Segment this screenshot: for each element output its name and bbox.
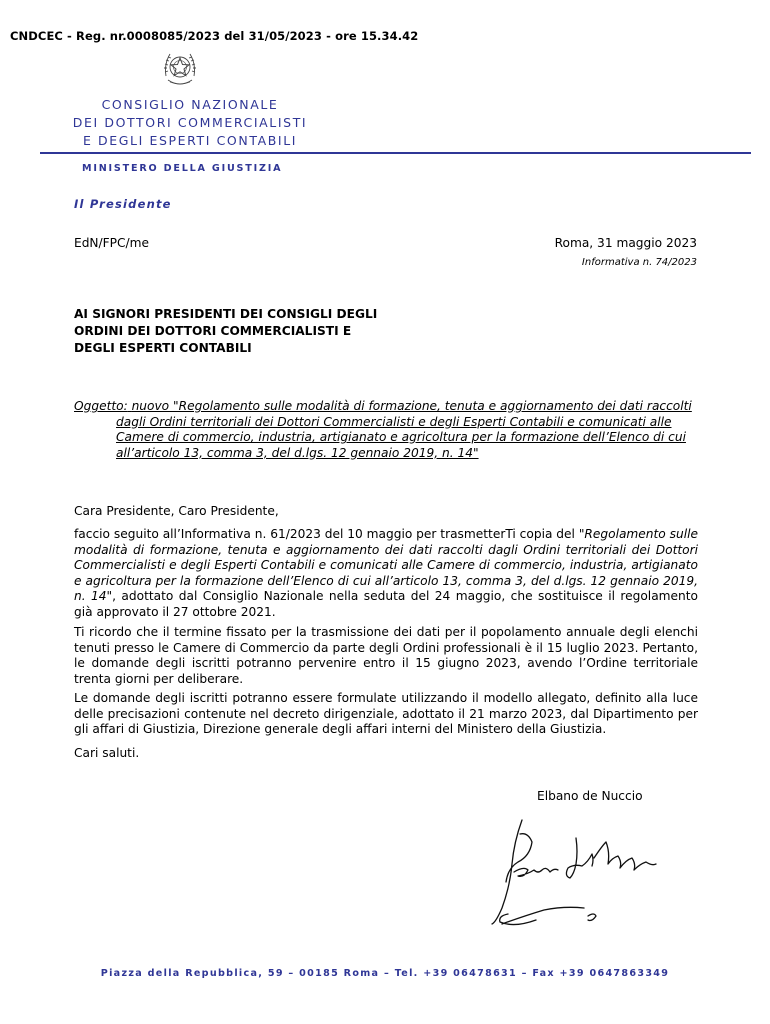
org-line-3: E DEGLI ESPERTI CONTABILI (82, 133, 298, 148)
org-line-2: DEI DOTTORI COMMERCIALISTI (72, 115, 308, 130)
ministry-label: MINISTERO DELLA GIUSTIZIA (82, 163, 283, 174)
recipient-line: ORDINI DEI DOTTORI COMMERCIALISTI E (74, 324, 352, 338)
subject-line: all’articolo 13, comma 3, del d.lgs. 12 gennaio 2019, n. 14" (116, 445, 479, 460)
closing-greeting: Cari saluti. (74, 746, 140, 760)
salutation: Cara Presidente, Caro Presidente, (74, 504, 279, 518)
registration-stamp: CNDCEC - Reg. nr.0008085/2023 del 31/05/2023 - ore 15.34.42 (10, 29, 419, 43)
subject-line: nuovo "Regolamento sulle modalità di formazione, tenuta e aggiornamento dei dati raccolti (131, 399, 692, 413)
recipients-block (74, 306, 377, 357)
regulation-title-quote: "Regolamento sulle modalità di formazione, tenuta e aggiornamento dei dati raccolti dagli Ordini territoriali dei Dottori Commercialisti e degli Esperti Contabili e comunicati alle Camere di commercio, industria, artigianato e agricoltura per la formazione dell’Elenco di cui all’articolo 13, comma 3, del d.lgs. 12 gennaio 2019, n. 14" (74, 527, 698, 603)
subject-label: Oggetto: (74, 399, 128, 413)
body-paragraph-3: Le domande degli iscritti potranno essere formulate utilizzando il modello allegato, definito alla luce delle precisazioni contenute nel decreto dirigenziale, adottato il 21 marzo 2023, dal Dipartimento per gli affari di Giustizia, Direzione generale degli affari interni del Ministero della Giustizia. (74, 691, 698, 736)
subject-line: dagli Ordini territoriali dei Dottori Commercialisti e degli Esperti Contabili e comunicati alle (116, 414, 672, 429)
org-line-1: CONSIGLIO NAZIONALE (101, 97, 279, 112)
informativa-number: Informativa n. 74/2023 (581, 257, 697, 268)
organization-name (40, 96, 340, 150)
republic-emblem-icon (160, 46, 200, 90)
body-paragraph-1 (74, 527, 698, 620)
body-paragraph-2: Ti ricordo che il termine fissato per la trasmissione dei dati per il popolamento annuale degli elenchi tenuti presso le Camere di Commercio da parte degli Ordini professionali è il 15 luglio 2023. Pertanto, le domande degli iscritti potranno pervenire entro il 15 giugno 2023, avendo l’Ordine territoriale trenta giorni per deliberare. (74, 625, 698, 686)
subject-block (74, 399, 697, 461)
recipient-line: AI SIGNORI PRESIDENTI DEI CONSIGLI DEGLI (74, 307, 378, 321)
recipient-line: DEGLI ESPERTI CONTABILI (74, 341, 252, 355)
signer-name: Elbano de Nuccio (537, 789, 643, 803)
letterhead-divider (40, 152, 751, 154)
handwritten-signature-icon (484, 812, 674, 932)
letter-date: Roma, 31 maggio 2023 (554, 236, 697, 250)
protocol-reference: EdN/FPC/me (74, 236, 150, 250)
paragraph-1-intro: faccio seguito all’Informativa n. 61/2023 del 10 maggio per trasmetterTi copia del (74, 527, 579, 541)
subject-line: Camere di commercio, industria, artigianato e agricoltura per la formazione dell’Elenco di cui (116, 430, 686, 444)
president-label: Il Presidente (74, 197, 172, 211)
paragraph-1-rest: , adottato dal Consiglio Nazionale nella seduta del 24 maggio, che sostituisce il regolamento già approvato il 27 ottobre 2021. (74, 589, 698, 619)
footer-address: Piazza della Repubblica, 59 – 00185 Roma – Tel. +39 06478631 – Fax +39 0647863349 (100, 968, 670, 979)
